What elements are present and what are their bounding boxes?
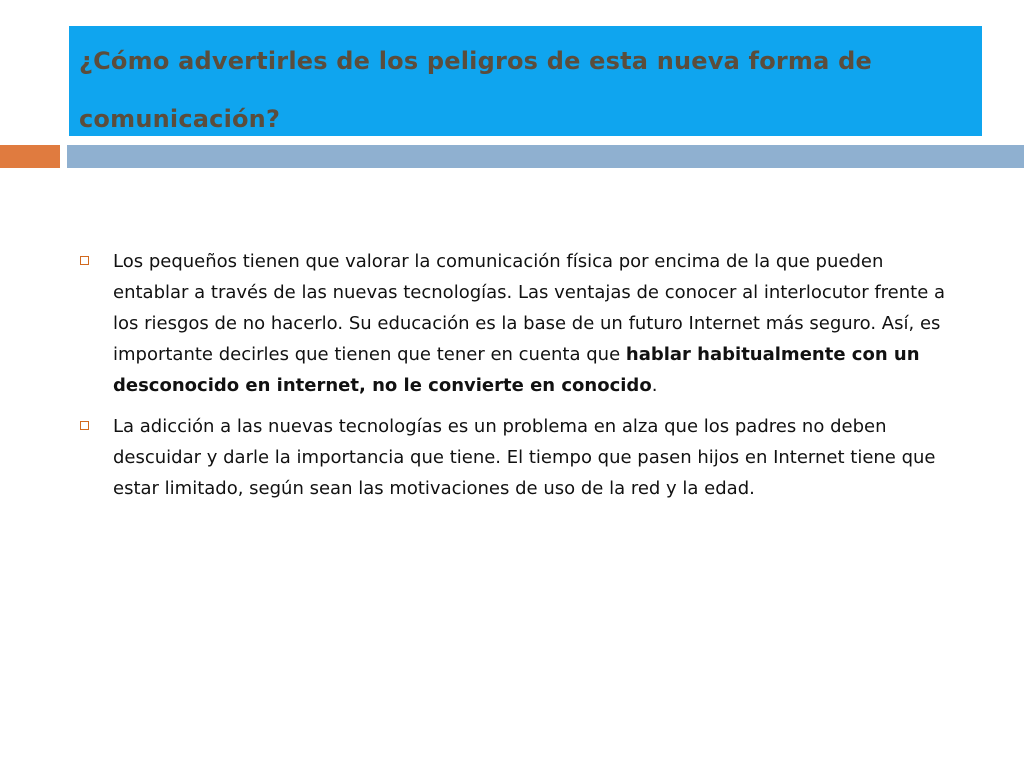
title-banner <box>69 26 982 136</box>
accent-bar-orange <box>0 145 60 168</box>
bullet-text <box>113 246 963 401</box>
bullet-item <box>78 411 963 504</box>
slide-title: ¿Cómo advertirles de los peligros de esta nueva forma de comunicación? <box>79 47 872 133</box>
bullet-text <box>113 411 963 504</box>
bullet-item <box>78 246 963 401</box>
bullet-text-regular: Los pequeños tienen que valorar la comunicación física por encima de la que pueden entablar a través de las nuevas tecnologías. Las ventajas de conocer al interlocutor frente a los riesgos de no hacerlo. Su educación es la base de un futuro Internet más seguro. Así, es importante decirles que tienen que tener en cuenta que <box>113 251 946 365</box>
bullet-text-end: . <box>651 375 658 396</box>
square-bullet-icon <box>80 256 89 265</box>
accent-bar-blue <box>67 145 1024 168</box>
bullet-text-bold: hablar habitualmente con un desconocido en internet, no le convierte en conocido <box>113 344 920 396</box>
square-bullet-icon <box>80 421 89 430</box>
bullet-text-regular: La adicción a las nuevas tecnologías es un problema en alza que los padres no deben descuidar y darle la importancia que tiene. El tiempo que pasen hijos en Internet tiene que estar limitado, según sean las motivaciones de uso de la red y la edad. <box>113 416 936 499</box>
bullet-list <box>78 246 963 514</box>
